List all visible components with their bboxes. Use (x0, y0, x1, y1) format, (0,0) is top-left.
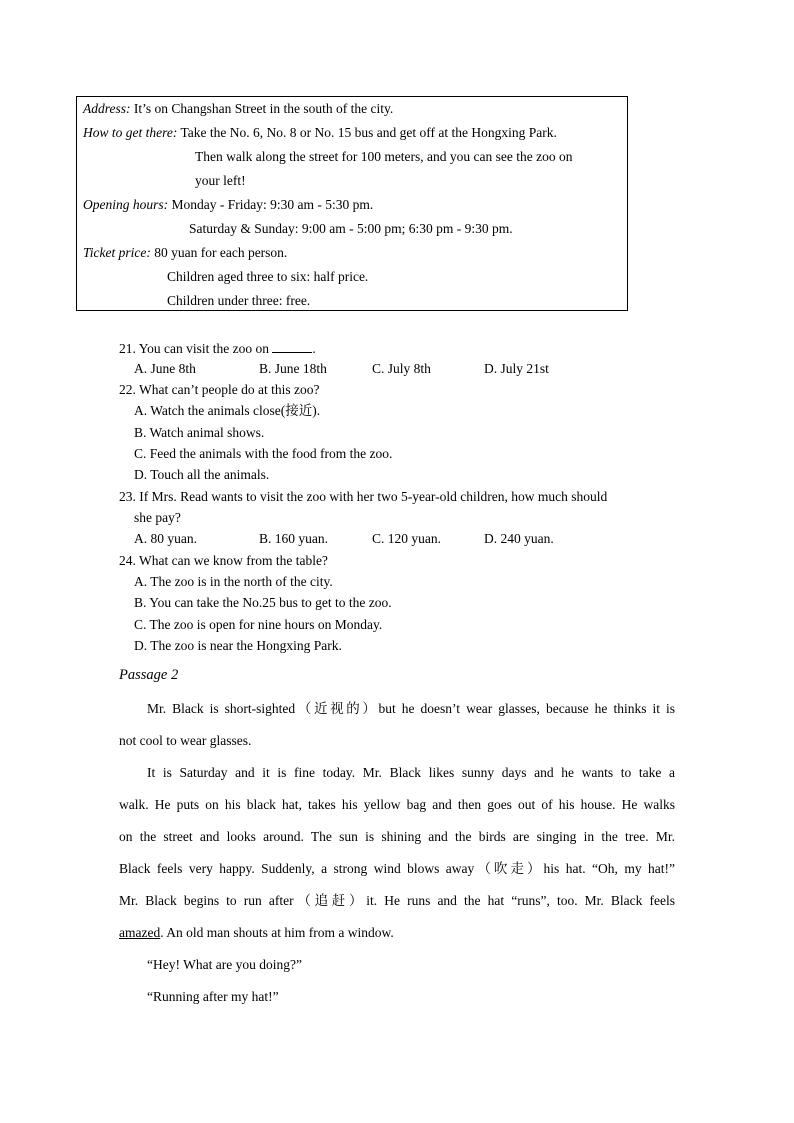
q24-option-c: C. The zoo is open for nine hours on Monday. (134, 617, 383, 632)
q24-option-d: D. The zoo is near the Hongxing Park. (134, 638, 342, 653)
hours-text-1: Monday - Friday: 9:30 am - 5:30 pm. (171, 197, 374, 212)
ticket-label: Ticket price: (83, 245, 151, 260)
dialogue-line-2: “Running after my hat!” (147, 989, 279, 1004)
how-row (83, 121, 557, 145)
underlined-word: amazed (119, 925, 161, 940)
passage-p2-line-6-rest: . An old man shouts at him from a window. (160, 925, 394, 940)
how-text-3: your left! (195, 173, 246, 188)
ticket-row (83, 241, 287, 265)
question-23-line-2: she pay? (134, 510, 181, 525)
hours-text-2: Saturday & Sunday: 9:00 am - 5:00 pm; 6:30 pm - 9:30 pm. (189, 221, 513, 236)
q21-option-b: B. June 18th (259, 361, 327, 376)
passage-p2-line-1: It is Saturday and it is fine today. Mr. Black likes sunny days and he wants to take a (147, 765, 675, 780)
question-23-line-1: 23. If Mrs. Read wants to visit the zoo with her two 5-year-old children, how much should (119, 489, 608, 504)
q24-option-b: B. You can take the No.25 bus to get to the zoo. (134, 595, 392, 610)
hours-row (83, 193, 373, 217)
dialogue-line-1: “Hey! What are you doing?” (147, 957, 302, 972)
passage-p1-line-2: not cool to wear glasses. (119, 733, 252, 748)
ticket-text-2: Children aged three to six: half price. (167, 269, 369, 284)
how-label: How to get there: (83, 125, 178, 140)
how-text-1: Take the No. 6, No. 8 or No. 15 bus and get off at the Hongxing Park. (180, 125, 557, 140)
q24-option-a: A. The zoo is in the north of the city. (134, 574, 333, 589)
address-label: Address: (83, 101, 131, 116)
q21-option-c: C. July 8th (372, 361, 431, 376)
q21-option-d: D. July 21st (484, 361, 549, 376)
q22-option-c: C. Feed the animals with the food from the zoo. (134, 446, 393, 461)
passage-p2-line-6 (119, 917, 675, 949)
q22-option-a: A. Watch the animals close(接近). (134, 403, 321, 418)
q21-option-a: A. June 8th (134, 361, 196, 376)
q22-option-d: D. Touch all the animals. (134, 467, 270, 482)
answer-blank (272, 338, 312, 353)
passage-p2-line-5: Mr. Black begins to run after（追赶）it. He runs and the hat “runs”, too. Mr. Black feels (119, 893, 675, 908)
q23-option-d: D. 240 yuan. (484, 531, 554, 546)
question-22: 22. What can’t people do at this zoo? (119, 382, 320, 397)
how-text-2: Then walk along the street for 100 meters, and you can see the zoo on (195, 149, 573, 164)
passage-p2-line-4: Black feels very happy. Suddenly, a strong wind blows away（吹走）his hat. “Oh, my hat!” (119, 861, 675, 876)
hours-label: Opening hours: (83, 197, 169, 212)
q22-option-b: B. Watch animal shows. (134, 425, 265, 440)
q23-option-c: C. 120 yuan. (372, 531, 441, 546)
address-text: It’s on Changshan Street in the south of the city. (133, 101, 394, 116)
ticket-text-1: 80 yuan for each person. (154, 245, 288, 260)
passage-title: Passage 2 (119, 667, 179, 683)
q23-option-a: A. 80 yuan. (134, 531, 197, 546)
passage-p1-line-1: Mr. Black is short-sighted（近视的）but he doesn’t wear glasses, because he thinks it is (147, 701, 675, 716)
question-21: 21. You can visit the zoo on . (119, 338, 316, 359)
question-21-text: 21. You can visit the zoo on (119, 341, 269, 356)
address-row (83, 97, 393, 121)
passage-p2-line-2: walk. He puts on his black hat, takes his yellow bag and then goes out of his house. He walks (119, 797, 675, 812)
passage-p2-line-3: on the street and looks around. The sun is shining and the birds are singing in the tree. Mr. (119, 829, 675, 844)
ticket-text-3: Children under three: free. (167, 293, 311, 308)
zoo-info-box (76, 96, 628, 311)
question-24: 24. What can we know from the table? (119, 553, 328, 568)
q23-option-b: B. 160 yuan. (259, 531, 328, 546)
